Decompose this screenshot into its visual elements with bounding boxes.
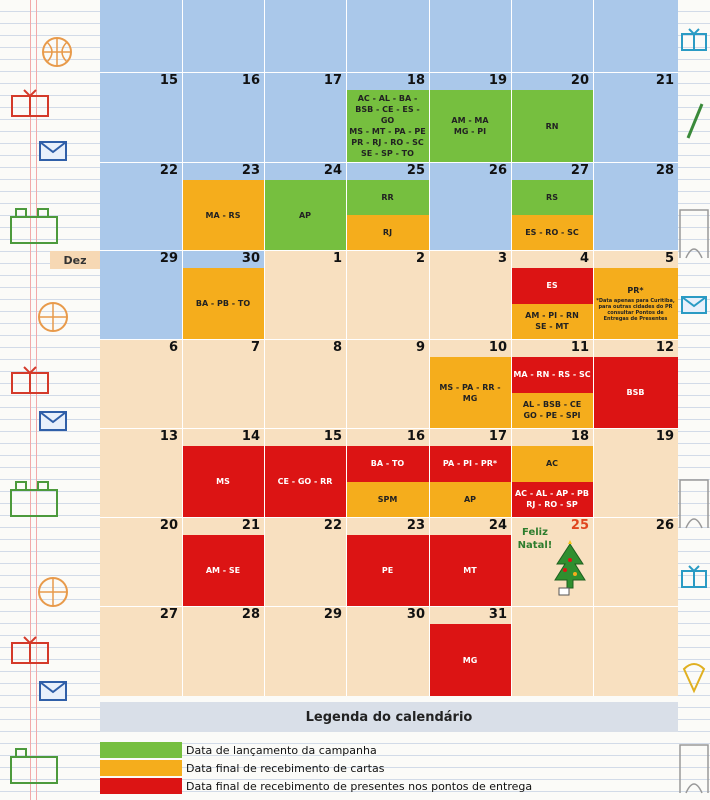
feliz-natal-text: Feliz Natal! <box>517 527 553 551</box>
basketball-icon <box>40 35 74 69</box>
calendar-day-cell <box>511 250 593 339</box>
event-states-text: AM - SE <box>205 566 241 575</box>
day-number: 9 <box>415 340 425 355</box>
event-states <box>546 192 558 203</box>
day-number: 29 <box>159 251 178 266</box>
day-number: 31 <box>488 607 507 622</box>
calendar-day-cell <box>182 606 264 696</box>
envelope-icon-right <box>680 295 708 315</box>
day-number: 28 <box>241 607 260 622</box>
event-block-red <box>429 446 511 482</box>
day-number: 8 <box>332 340 342 355</box>
event-blocks <box>511 268 593 339</box>
event-states <box>525 310 579 332</box>
calendar-day-cell <box>264 428 346 517</box>
event-states <box>515 488 589 510</box>
calendar-day-cell <box>182 0 264 72</box>
grid-divider <box>182 0 183 696</box>
event-block-orange <box>511 393 593 429</box>
event-states <box>595 285 676 322</box>
event-blocks <box>182 268 264 339</box>
calendar-day-cell <box>182 428 264 517</box>
event-blocks <box>182 535 264 606</box>
calendar-day-cell <box>511 606 593 696</box>
event-block-red <box>429 624 511 696</box>
event-blocks <box>593 268 678 339</box>
calendar-day-cell <box>100 72 182 162</box>
castle-bridge-icon <box>678 200 710 260</box>
legend-title: Legenda do calendário <box>100 702 678 732</box>
grid-divider <box>511 0 512 696</box>
event-states-text: MT <box>463 566 477 575</box>
calendar-day-cell <box>593 517 678 606</box>
calendar-day-cell <box>346 0 429 72</box>
calendar-day-cell <box>346 162 429 250</box>
event-states-text: AM - MA MG - PI <box>451 116 489 136</box>
event-block-red <box>511 482 593 518</box>
event-states-text: ES <box>546 281 558 291</box>
calendar-day-cell <box>511 72 593 162</box>
calendar-day-cell <box>429 72 511 162</box>
day-number: 3 <box>497 251 507 266</box>
day-number: 22 <box>323 518 342 533</box>
day-number: 2 <box>415 251 425 266</box>
event-blocks <box>511 180 593 250</box>
event-states-text: PE <box>381 566 394 575</box>
event-blocks <box>593 357 678 428</box>
event-blocks <box>429 624 511 696</box>
event-block-green <box>511 180 593 215</box>
day-number: 11 <box>570 340 589 355</box>
event-block-orange <box>511 304 593 340</box>
event-block-red <box>511 268 593 304</box>
legend-item-letters <box>100 760 384 776</box>
event-states-text: AP <box>298 210 312 220</box>
event-states-text: BA - PB - TO <box>195 299 251 308</box>
pencil-icon <box>682 100 708 140</box>
calendar-day-cell <box>100 606 182 696</box>
day-number: 24 <box>488 518 507 533</box>
day-number: 21 <box>655 73 674 88</box>
event-states-text: BA - TO <box>370 459 405 469</box>
day-number: 12 <box>655 340 674 355</box>
event-block-red <box>264 446 346 517</box>
day-number: 21 <box>241 518 260 533</box>
day-number: 20 <box>570 73 589 88</box>
event-states <box>443 458 497 469</box>
event-states-text: AC <box>545 459 559 469</box>
event-block-green <box>346 180 429 215</box>
event-block-orange <box>511 215 593 250</box>
legend-swatch-red <box>100 778 182 794</box>
event-states-text: CE - GO - RR <box>277 477 333 486</box>
calendar-day-cell <box>429 0 511 72</box>
grid-divider <box>429 0 430 696</box>
calendar-day-cell <box>593 0 678 72</box>
calendar-day-cell <box>100 339 182 428</box>
event-blocks <box>346 90 429 162</box>
event-block-red <box>182 535 264 606</box>
gift-icon-2 <box>10 365 50 395</box>
basketball-icon-3 <box>36 575 70 609</box>
event-states <box>627 387 645 398</box>
day-number: 15 <box>323 429 342 444</box>
day-number: 1 <box>332 251 342 266</box>
calendar-day-cell <box>264 517 346 606</box>
calendar-day-cell <box>346 606 429 696</box>
event-states <box>523 399 581 421</box>
event-blocks <box>182 180 264 250</box>
calendar-day-cell <box>511 339 593 428</box>
day-number: 10 <box>488 340 507 355</box>
event-block-orange <box>182 268 264 339</box>
day-number: 16 <box>241 73 260 88</box>
calendar-day-cell <box>182 517 264 606</box>
grid-divider <box>100 72 678 73</box>
calendar-day-cell <box>264 0 346 72</box>
day-number: 30 <box>406 607 425 622</box>
event-states <box>513 369 590 380</box>
calendar-day-cell <box>182 339 264 428</box>
grid-divider <box>100 428 678 429</box>
event-states <box>206 565 240 576</box>
castle-bridge-icon-3 <box>678 735 710 795</box>
event-block-orange <box>429 482 511 518</box>
calendar-day-cell <box>593 72 678 162</box>
event-states-text: AC - AL - AP - PB RJ - RO - SP <box>514 489 590 510</box>
calendar-day-cell <box>100 0 182 72</box>
envelope-icon-2 <box>38 410 68 432</box>
event-block-orange <box>182 180 264 250</box>
calendar-day-cell <box>593 250 678 339</box>
event-states-text: MS <box>216 477 230 486</box>
spinning-top-icon <box>680 655 708 695</box>
event-block-orange <box>346 215 429 250</box>
legend-label: Data de lançamento da campanha <box>186 743 377 757</box>
calendar-day-cell <box>346 517 429 606</box>
day-number: 26 <box>655 518 674 533</box>
legend-swatch-orange <box>100 760 182 776</box>
grid-divider <box>264 0 265 696</box>
day-number: 7 <box>250 340 260 355</box>
grid-divider <box>593 0 594 696</box>
day-number: 28 <box>655 163 674 178</box>
event-block-orange <box>429 357 511 428</box>
legend-item-launch <box>100 742 377 758</box>
event-states-text: MG <box>462 655 478 665</box>
calendar-day-cell <box>264 250 346 339</box>
event-states-text: AL - BSB - CE GO - PE - SPI <box>522 400 582 421</box>
calendar-day-cell <box>593 428 678 517</box>
calendar-day-cell <box>182 72 264 162</box>
calendar-day-cell <box>264 606 346 696</box>
calendar-day-cell <box>511 0 593 72</box>
event-blocks <box>346 180 429 250</box>
calendar-day-cell <box>346 72 429 162</box>
calendar-day-cell <box>264 339 346 428</box>
calendar-day-cell <box>593 162 678 250</box>
day-number: 23 <box>241 163 260 178</box>
event-blocks <box>511 446 593 517</box>
day-number: 17 <box>488 429 507 444</box>
grid-divider <box>100 517 678 518</box>
event-states <box>381 192 393 203</box>
grid-divider <box>100 250 678 251</box>
event-states-text: PA - PI - PR* <box>442 459 498 469</box>
calendar-day-cell <box>264 72 346 162</box>
day-number: 13 <box>159 429 178 444</box>
event-states <box>431 382 509 404</box>
day-number: 14 <box>241 429 260 444</box>
calendar-day-cell <box>100 250 182 339</box>
event-states <box>378 494 398 505</box>
event-block-green <box>511 90 593 162</box>
calendar-day-cell <box>429 162 511 250</box>
event-block-red <box>429 535 511 606</box>
event-states-text: ES - RO - SC <box>525 228 579 237</box>
day-number: 15 <box>159 73 178 88</box>
event-states-text: AM - PI - RN SE - MT <box>525 311 579 332</box>
gift-icon-right <box>680 28 708 52</box>
castle-bridge-icon-2 <box>678 470 710 530</box>
event-blocks <box>429 90 511 162</box>
day-number: 25 <box>406 163 425 178</box>
day-number: 4 <box>579 251 589 266</box>
event-states-text: RJ <box>382 228 393 237</box>
legend-item-gifts <box>100 778 532 794</box>
day-number: 24 <box>323 163 342 178</box>
event-states <box>463 565 476 576</box>
event-states <box>451 115 488 137</box>
calendar-day-cell <box>429 250 511 339</box>
calendar-day-cell <box>100 517 182 606</box>
event-block-orange <box>511 446 593 482</box>
event-block-green <box>429 90 511 162</box>
event-states <box>383 227 392 238</box>
event-block-red <box>593 357 678 428</box>
event-blocks <box>346 446 429 517</box>
calendar-day-cell <box>429 428 511 517</box>
calendar-day-cell <box>346 428 429 517</box>
lego-brick-icon-3 <box>8 745 60 785</box>
day-number: 6 <box>168 340 178 355</box>
event-states-text: AC - AL - BA - BSB - CE - ES - GO MS - MT - PA - PE PR - RJ - RO - SC SE - SP - TO <box>349 94 426 158</box>
event-states <box>216 476 230 487</box>
event-blocks <box>429 446 511 517</box>
legend-label: Data final de recebimento de cartas <box>186 761 385 775</box>
grid-divider <box>100 339 678 340</box>
calendar-day-cell <box>593 606 678 696</box>
event-block-green <box>346 90 429 162</box>
event-states-text: MA - RN - RS - SC <box>513 370 591 380</box>
event-states <box>278 476 333 487</box>
calendar-day-cell <box>182 250 264 339</box>
day-number: 25 <box>570 518 589 533</box>
day-number: 17 <box>323 73 342 88</box>
day-number: 16 <box>406 429 425 444</box>
grid-divider <box>100 162 678 163</box>
day-number: 27 <box>159 607 178 622</box>
calendar-day-cell <box>182 162 264 250</box>
day-number: 5 <box>664 251 674 266</box>
event-states-text: SPM <box>377 494 398 504</box>
basketball-icon-2 <box>36 300 70 334</box>
day-number: 18 <box>406 73 425 88</box>
event-states <box>546 280 557 291</box>
calendar-day-cell <box>429 339 511 428</box>
day-number: 29 <box>323 607 342 622</box>
calendar-day-cell <box>511 162 593 250</box>
calendar-day-cell <box>346 250 429 339</box>
calendar-day-cell <box>429 606 511 696</box>
event-states <box>348 93 427 159</box>
event-states <box>546 458 558 469</box>
event-states <box>463 655 478 666</box>
event-blocks <box>429 357 511 428</box>
envelope-icon <box>38 140 68 162</box>
event-block-red <box>346 446 429 482</box>
day-number: 19 <box>488 73 507 88</box>
day-number: 30 <box>241 251 260 266</box>
envelope-icon-3 <box>38 680 68 702</box>
event-blocks <box>429 535 511 606</box>
event-block-green <box>264 180 346 250</box>
event-states-text: MA - RS <box>205 210 241 220</box>
month-label: Dez <box>50 251 100 269</box>
day-number: 26 <box>488 163 507 178</box>
event-blocks <box>264 446 346 517</box>
event-block-orange <box>346 482 429 518</box>
event-note: *Data apenas para Curitiba, para outras cidades do PR consultar Pontos de Entregas de Presentes <box>596 298 675 322</box>
event-states <box>299 210 311 221</box>
day-number: 23 <box>406 518 425 533</box>
day-number: 19 <box>655 429 674 444</box>
calendar-day-cell <box>264 162 346 250</box>
event-block-red <box>511 357 593 393</box>
event-blocks <box>264 180 346 250</box>
event-states <box>196 298 250 309</box>
calendar-day-cell <box>346 339 429 428</box>
calendar-grid <box>100 0 678 696</box>
day-number: 22 <box>159 163 178 178</box>
legend-label: Data final de recebimento de presentes nos pontos de entrega <box>186 779 533 793</box>
event-states-text: PR* <box>627 286 644 295</box>
event-states <box>206 210 241 221</box>
calendar-day-cell <box>100 162 182 250</box>
event-states <box>525 227 579 238</box>
event-blocks <box>182 446 264 517</box>
event-states <box>382 565 393 576</box>
calendar-day-cell <box>100 428 182 517</box>
day-number: 27 <box>570 163 589 178</box>
event-states-text: BSB <box>626 388 645 397</box>
calendar-day-cell <box>429 517 511 606</box>
grid-divider <box>346 0 347 696</box>
event-blocks <box>511 357 593 428</box>
grid-divider <box>100 606 678 607</box>
event-states-text: MS - PA - RR - MG <box>439 382 501 403</box>
event-block-red <box>346 535 429 606</box>
event-states-text: RS <box>546 193 558 202</box>
event-blocks <box>346 535 429 606</box>
lego-brick-icon-2 <box>8 478 60 518</box>
calendar-day-cell <box>593 339 678 428</box>
gift-icon <box>10 88 50 118</box>
day-number: 18 <box>570 429 589 444</box>
event-block-orange <box>593 268 678 339</box>
gift-icon-right-2 <box>680 565 708 589</box>
event-states <box>464 494 476 505</box>
event-states-text: AP <box>463 494 477 504</box>
event-states <box>371 458 404 469</box>
event-states-text: RR <box>381 193 394 202</box>
lego-brick-icon <box>8 205 60 245</box>
event-blocks <box>511 90 593 162</box>
christmas-tree-icon <box>553 540 587 596</box>
event-states-text: RN <box>545 121 559 131</box>
day-number: 20 <box>159 518 178 533</box>
legend-swatch-green <box>100 742 182 758</box>
event-block-red <box>182 446 264 517</box>
gift-icon-3 <box>10 635 50 665</box>
calendar-day-cell <box>511 428 593 517</box>
event-states <box>546 121 559 132</box>
